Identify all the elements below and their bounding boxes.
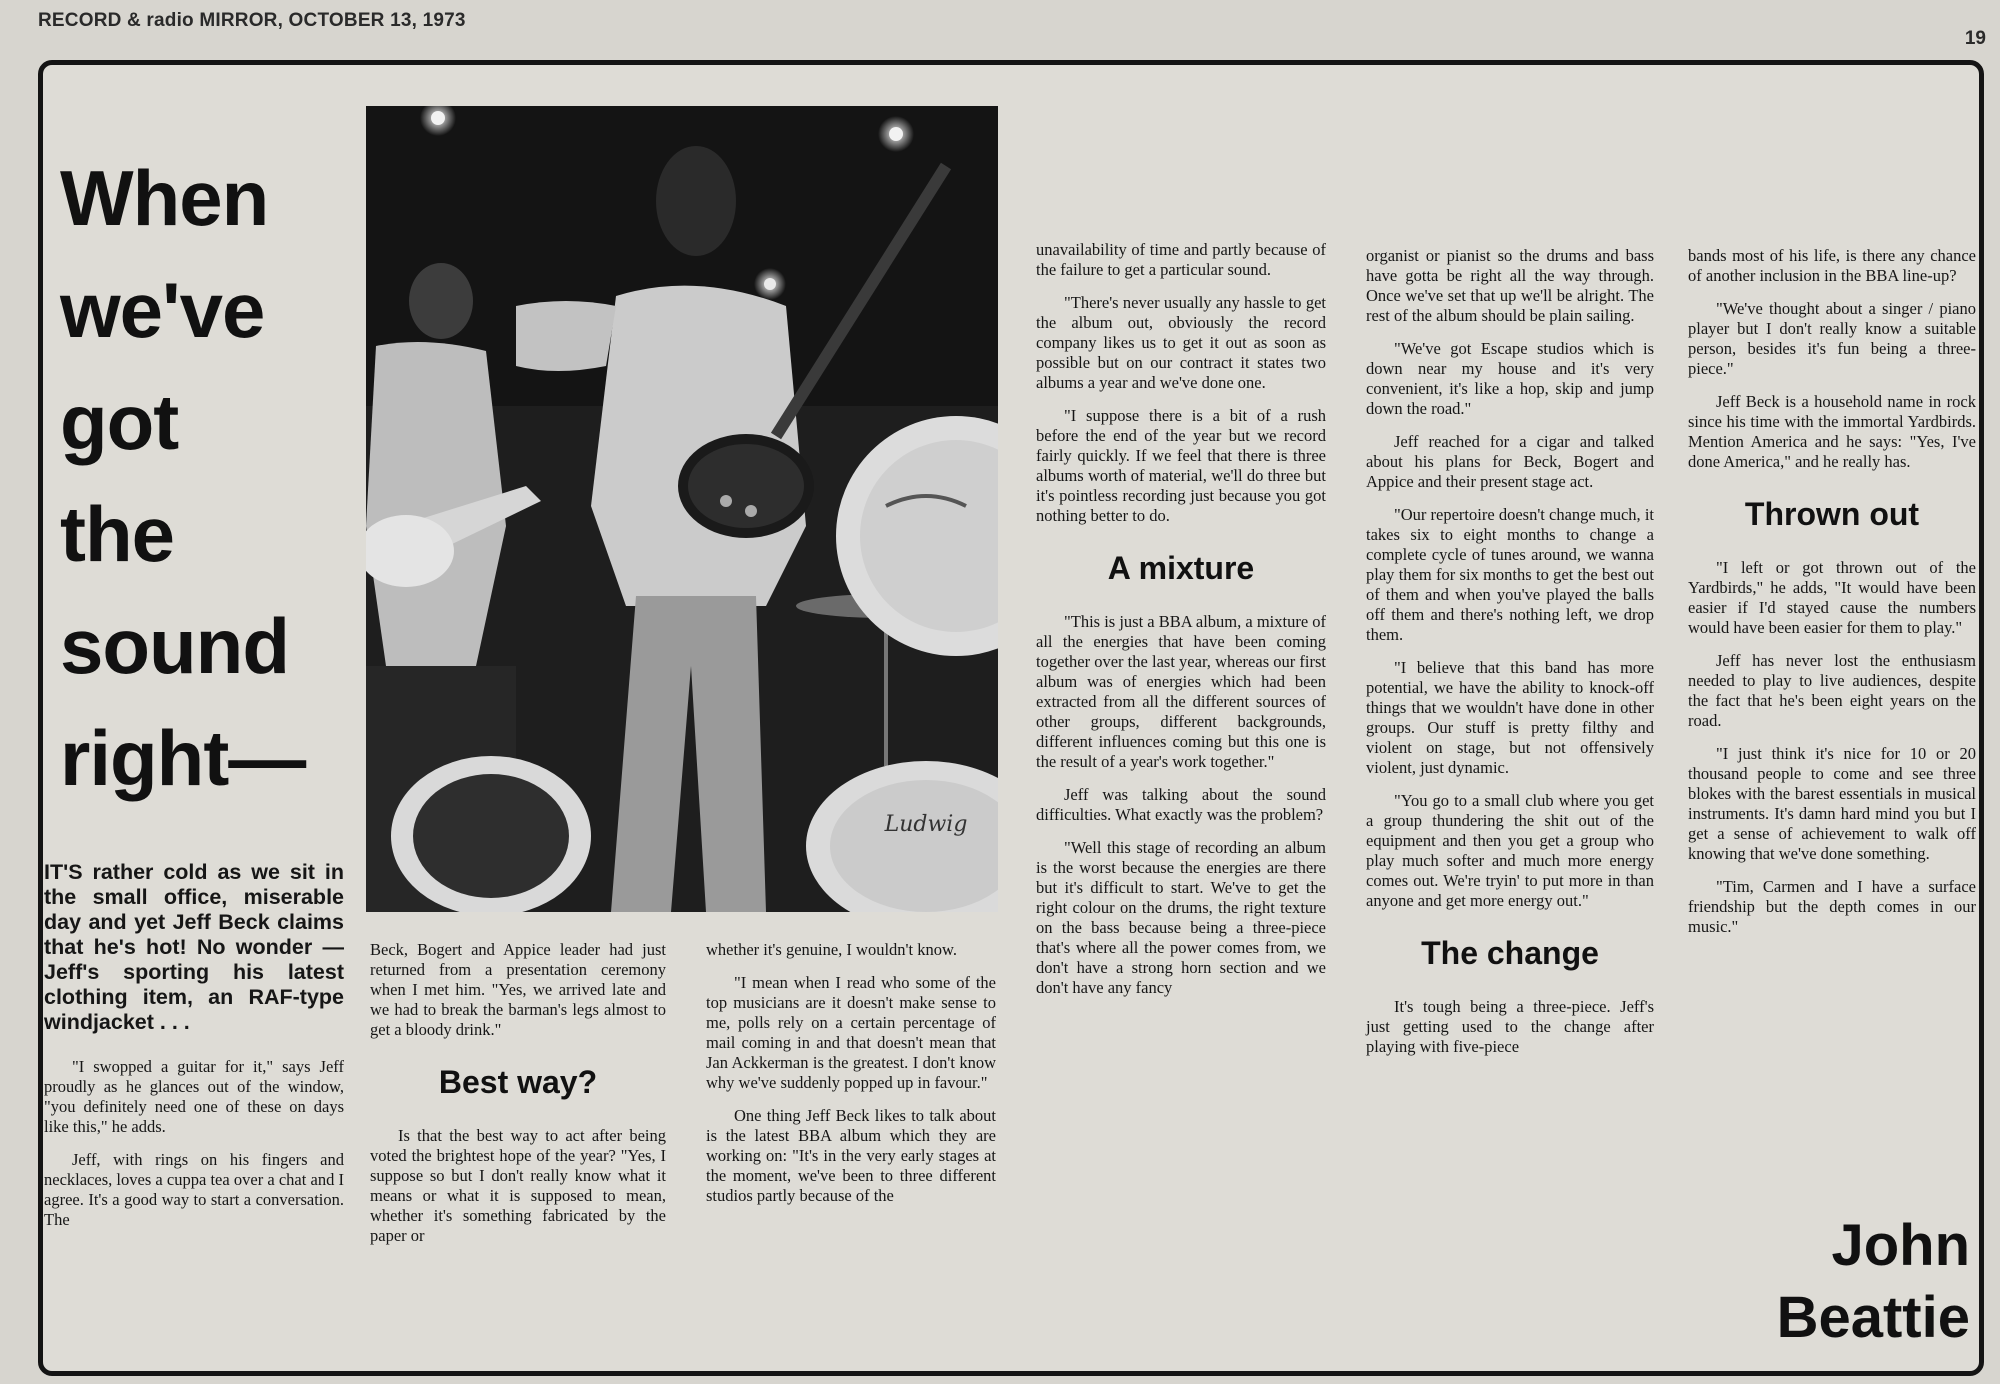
column-3 xyxy=(706,940,996,1219)
paragraph: "I believe that this band has more potential, we have the ability to knock-off things that we wouldn't have done in other groups. Our stuff is pretty filthy and violent on stage, but not offensively violent, just dynamic. xyxy=(1366,658,1654,777)
paragraph: unavailability of time and partly because of the failure to get a particular sound. xyxy=(1036,240,1326,279)
paragraph: "We've thought about a singer / piano player but I don't really know a suitable person, besides it's fun being a three-piece." xyxy=(1688,299,1976,378)
paragraph: organist or pianist so the drums and bass have gotta be right all the way through. Once we've set that up we'll be alright. The rest of the album should be plain sailing. xyxy=(1366,246,1654,325)
paragraph: "I mean when I read who some of the top musicians are it doesn't make sense to me, polls rely on a certain percentage of mail coming in and that doesn't mean that Jan Ackkerman is the greatest. I don't know why we've suddenly popped up in favour." xyxy=(706,973,996,1092)
paragraph: "Well this stage of recording an album is the worst because the energies are there but it's difficult to start. We've to get the right colour on the drums, the right texture on the bass because being a three-piece that's where all the power comes from, we don't have a strong horn section and we don't have any fancy xyxy=(1036,838,1326,997)
headline-line: the xyxy=(60,490,174,578)
byline-first-name: John xyxy=(1831,1213,1970,1278)
paragraph: bands most of his life, is there any chance of another inclusion in the BBA line-up? xyxy=(1688,246,1976,285)
paragraph: Beck, Bogert and Appice leader had just returned from a presentation ceremony when I met him. "Yes, we arrived late and we had to break the barman's legs almost to get a bloody drink." xyxy=(370,940,666,1039)
paragraph: "There's never usually any hassle to get the album out, obviously the record company likes us to get it out as soon as possible but on our contract it states two albums a year and we've done one. xyxy=(1036,293,1326,392)
paragraph: "You go to a small club where you get a group thundering the shit out of the equipment and then you get a group who play much softer and much more energy comes out. We're tryin' to put more in than anyone and get more energy out." xyxy=(1366,791,1654,910)
paragraph: Jeff Beck is a household name in rock since his time with the immortal Yardbirds. Mention America and he says: "Yes, I've done America," and he really has. xyxy=(1688,392,1976,471)
paragraph: Jeff, with rings on his fingers and necklaces, loves a cuppa tea over a chat and I agree. It's a good way to start a conversation. The xyxy=(44,1150,344,1229)
subhead-best-way: Best way? xyxy=(438,1064,598,1100)
drum-brand-text: Ludwig xyxy=(884,812,968,837)
subhead-the-change: The change xyxy=(1421,935,1599,971)
paragraph: "I swopped a guitar for it," says Jeff proudly as he glances out of the window, "you definitely need one of these on days like this," he adds. xyxy=(44,1057,344,1136)
paragraph: Jeff reached for a cigar and talked about his plans for Beck, Bogert and Appice and their present stage act. xyxy=(1366,432,1654,491)
paragraph: Is that the best way to act after being voted the brightest hope of the year? "Yes, I suppose so but I don't really know what it means or what it is supposed to mean, whether it's something fabricated by the paper or xyxy=(370,1126,666,1245)
headline xyxy=(60,142,360,814)
intro-paragraph: IT'S rather cold as we sit in the small office, miserable day and yet Jeff Beck claims that he's hot! No wonder — Jeff's sporting his latest clothing item, an RAF-type windjacket . . . xyxy=(44,860,344,1034)
paragraph: "I just think it's nice for 10 or 20 thousand people to come and see three blokes with the barest essentials in musical instruments. It's damn hard mind you but I get a sense of achievement to walk off knowing that we've done something. xyxy=(1688,744,1976,863)
paragraph: Jeff has never lost the enthusiasm needed to play to live audiences, despite the fact that he's been eight years on the road. xyxy=(1688,651,1976,730)
paragraph: "We've got Escape studios which is down near my house and it's very convenient, it's like a hop, skip and jump down the road." xyxy=(1366,339,1654,418)
paragraph: "Our repertoire doesn't change much, it takes six to eight months to change a complete cycle of tunes around, we wanna play them for six months to get the best out of them and when you've played the balls off them and there's nothing left, we drop them. xyxy=(1366,505,1654,644)
column-6 xyxy=(1688,246,1976,950)
headline-line: we've xyxy=(60,266,265,354)
headline-line: got xyxy=(60,378,179,466)
paragraph: It's tough being a three-piece. Jeff's just getting used to the change after playing with five-piece xyxy=(1366,997,1654,1056)
paragraph: One thing Jeff Beck likes to talk about is the latest BBA album which they are working on: "It's in the very early stages at the moment, we've been to three different studios partly because of the xyxy=(706,1106,996,1205)
paragraph: "This is just a BBA album, a mixture of all the energies that have been coming together over the last year, whereas our first album was of energies which had been extracted from all the different sources of other groups, different backgrounds, different influences coming but this one is the result of a year's work together." xyxy=(1036,612,1327,771)
paragraph: "I suppose there is a bit of a rush before the end of the year but we record fairly quickly. If we feel that there is three albums worth of material, we'll do three but it's pointless recording just because you got nothing better to do. xyxy=(1036,406,1326,525)
headline-line: When xyxy=(60,154,269,242)
band-photo-illustration xyxy=(366,106,998,912)
paragraph: "Tim, Carmen and I have a surface friendship but the depth comes in our music." xyxy=(1688,877,1976,936)
column-2 xyxy=(370,940,666,1259)
byline-last-name: Beattie xyxy=(1776,1285,1970,1350)
subhead-mixture: A mixture xyxy=(1107,550,1255,586)
paragraph: whether it's genuine, I wouldn't know. xyxy=(706,940,957,959)
column-5 xyxy=(1366,246,1654,1070)
paragraph: Jeff was talking about the sound difficulties. What exactly was the problem? xyxy=(1036,785,1326,824)
subhead-thrown-out: Thrown out xyxy=(1744,496,1920,532)
concert-photo xyxy=(366,106,998,912)
headline-line: sound xyxy=(60,602,289,690)
masthead: RECORD & radio MIRROR, OCTOBER 13, 1973 xyxy=(38,10,466,31)
headline-line: right— xyxy=(60,714,306,802)
paragraph: "I left or got thrown out of the Yardbirds," he adds, "It would have been easier if I'd stayed cause the numbers would have been easier for them to play." xyxy=(1688,558,1976,637)
column-1 xyxy=(44,860,344,1243)
page-number: 19 xyxy=(1964,28,1986,49)
byline xyxy=(1720,1210,1970,1354)
column-4 xyxy=(1036,240,1326,1011)
